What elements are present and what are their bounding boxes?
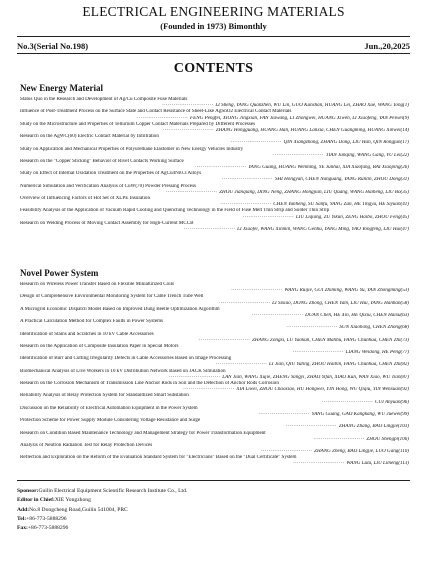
toc-entry-title: Research on the AgWC(60) Electric Contact Material by Infiltration xyxy=(20,134,159,140)
header-rule-bottom xyxy=(17,53,410,54)
toc-entry-title: Study on the Microstructure and Properties of Tellurium Copper Contact Materials Prepared by Different Processes xyxy=(20,121,256,127)
leader-dots: ··························· xyxy=(286,325,338,331)
toc-entry-authors-line xyxy=(20,461,409,467)
toc-entry-title: Research on the "Copper Sticking" Behavior of Rivet Contacts Working Surface xyxy=(20,158,184,164)
leader-dots: ··························· xyxy=(162,127,214,133)
toc-entry xyxy=(20,159,409,171)
toc-entry xyxy=(20,208,409,220)
leader-dots: ··························· xyxy=(285,424,337,430)
toc-entry-title: Status Quo in the Research and Development of Ag/Cu Composite Fuse Materials xyxy=(20,97,188,102)
toc-entry-title: Study on Effect of Internal Oxidation Treatment on the Properties of AgCu4Ni0.3 Alloys xyxy=(20,171,202,177)
tel-line: Tel:+86-773-5888296 xyxy=(17,515,67,522)
toc-entry xyxy=(20,294,409,306)
toc-entry-authors: ZHANG Zhang, BAO Lingjie(103) xyxy=(338,424,409,430)
toc-entry xyxy=(20,455,409,467)
toc-entry xyxy=(20,356,409,368)
toc-entry-authors: CUI Anyuan(96) xyxy=(375,399,409,405)
toc-entry-title: Biomechanical Analysis of Live Workers in 10 kV Distribution Network Based on JACK Simulation xyxy=(20,368,226,374)
toc-entry-authors: LI Sheng, YANG Quanzhen, WU Lin, GUO Kunshan, HUANG Lei, ZHAO Xue, WANG Tong(1) xyxy=(215,103,409,109)
toc-entry-authors: LIANG Weidong, HE Peng(77) xyxy=(345,350,409,356)
toc-entry xyxy=(20,221,409,233)
toc-entry xyxy=(20,134,409,146)
toc-entry xyxy=(20,332,409,344)
toc-entry xyxy=(20,122,409,134)
leader-dots: ··························· xyxy=(198,337,251,343)
toc-entry-authors: SHI Hongyan, CHEN Nanguang, YANG Runlin, ZHOU Dong(31) xyxy=(274,177,409,183)
section-heading-new-energy: New Energy Material xyxy=(20,83,103,93)
leader-dots: ··························· xyxy=(220,202,272,208)
toc-entry xyxy=(20,418,409,430)
toc-entry xyxy=(20,307,409,319)
toc-entry-authors: LI Sixiao, DONG Zhong, CHEN Yam, LIU Hui, YANG Hanhan(58) xyxy=(272,300,409,306)
toc-entry-title: Study on Application and Mechanical Properties of Polyurethane Elastomer in New Energy Vehicles Industry xyxy=(20,146,244,152)
toc-entry-title: Influence of Post-Treatment Process on the Surface State and Contact Resistance of Sheet-Like AgSnO2 Electrical Contact Materials xyxy=(20,109,292,115)
issue-date: Jun.,20,2025 xyxy=(364,41,410,51)
toc-entry xyxy=(20,369,409,381)
sponsor-line: Sponsor:Guilin Electrical Equipment Scientific Research Institute Co., Ltd. xyxy=(17,488,188,494)
address-line: Add:No.8 Dongcheng Road,Guilin 541004, PRC xyxy=(17,506,128,513)
leader-dots: ··························· xyxy=(231,288,283,294)
issue-number: No.3(Serial No.198) xyxy=(17,41,89,51)
leader-dots: ··························· xyxy=(292,350,344,356)
toc-entry-authors: ZHANG Hongguang, HUANG Han, HUANG Lanxia, CHEN Guangming, HUANG Xinwei(14) xyxy=(215,127,409,133)
toc-entry-title: Design of Comprehensive Environmental Monitoring System for Cable Trench Tube Well xyxy=(20,294,204,300)
toc-entry-title: Research on the Corrosion Mechanism of Transmission Line Anchor Rods in Soil and the Detection of Anchor Rods Corrosion xyxy=(20,381,279,386)
footer-rule xyxy=(17,480,410,481)
toc-entry-title: Research on Wireless Power Transfer Based on Flexible Miniaturized Coils xyxy=(20,282,175,287)
toc-entry-authors: ZHOU Jianqiang, DING Neng, ZHANG Hongjian, LIU Quang, WANG Haiheng, LIU Bo(35) xyxy=(219,189,409,195)
toc-entry-title: Protection Scheme for Power Supply Module Considering Voltage Resistance and Surge xyxy=(20,418,201,424)
toc-list-new-energy xyxy=(20,97,409,233)
toc-entry-authors: ZHANG Zheng, BAO Lingjie, LUO Gang(110) xyxy=(314,449,409,455)
toc-entry xyxy=(20,109,409,121)
toc-entry-authors-line xyxy=(20,227,409,233)
toc-entry xyxy=(20,406,409,418)
toc-entry xyxy=(20,171,409,183)
leader-dots: ··························· xyxy=(272,152,324,158)
toc-entry-authors: CHEN Yunheng, SU Sanfu, YANG Zan, HE Tingyu, HE Siyuan(41) xyxy=(273,202,409,208)
leader-dots: ··························· xyxy=(321,399,373,405)
toc-entry-title: Research on the Application of Composite Insulation Paper in Special Motors xyxy=(20,343,179,349)
toc-entry-title: Analysis of Neutron Radiation Test for Relay Protection Devices xyxy=(20,442,153,448)
toc-entry xyxy=(20,431,409,443)
toc-entry xyxy=(20,147,409,159)
toc-entry-authors: ZHOU Shengpi(106) xyxy=(366,436,409,442)
toc-entry-title: A Microgrid Economic Dispatch Model Based on Improved Dung Beetle Optimization Algorithm xyxy=(20,306,220,312)
leader-dots: ··························· xyxy=(215,362,268,368)
header-rule-top xyxy=(17,36,410,37)
leader-dots: ··························· xyxy=(162,103,214,109)
toc-entry-authors: WANG Lulu, LIU Limeng(113) xyxy=(346,461,409,467)
toc-entry-authors: QIN Xiangzhong, ZHANG Dong, LIU Han, QIN Rongjun(17) xyxy=(283,140,409,146)
toc-entry-authors: SUN Xiaohong, CHEN Zhong(68) xyxy=(339,325,409,331)
toc-entry-title: Identification of Burr and Cutting Irregularity Defects in Cable Accessories Based on Image Processing xyxy=(20,356,232,362)
toc-entry-title: Research on Welding Process of Moving Contact Assembly for High-Current MCCB xyxy=(20,220,194,226)
toc-entry-authors: LIU Liqiang, ZU Yikun, ZENG Haibo, ZHOU Feng(45) xyxy=(295,214,409,220)
leader-dots: ··························· xyxy=(218,300,271,306)
toc-entry-title: Overview of Influencing Factors of Hot Set of XLPE Insulation xyxy=(20,196,151,201)
toc-entry-authors: YANG Guang, GAO Kangkang, WU Juewei(99) xyxy=(311,411,409,417)
toc-entry-authors: ZHANG Zongxi, LU Yaokun, CHEN Manhu, FANG Chunhua, CHEN Zhi(73) xyxy=(252,337,409,343)
toc-entry-authors: LI Jian, QIU Yuting, ZHOU Haibin, FANG Chunhua, CHEN Zhi(82) xyxy=(269,362,409,368)
toc-list-novel-power xyxy=(20,282,409,468)
toc-entry xyxy=(20,344,409,356)
toc-entry-authors: XIA Liwei, ZHOU Chaoxiao, HU Hongwei, YIN Hong, WU Qiqiu, YIN Wenxuan(92) xyxy=(236,387,409,393)
toc-entry-authors: TIAN Junqing, WANG Gang, YU Lei(22) xyxy=(325,152,409,158)
toc-entry xyxy=(20,97,409,109)
toc-entry xyxy=(20,393,409,405)
toc-entry-title: Research on Condition Based Maintenance Technology and Management Strategy for Power Transformation Equipment xyxy=(20,430,266,436)
leader-dots: ··························· xyxy=(183,387,235,393)
toc-entry xyxy=(20,196,409,208)
toc-entry-title: Numerical Simulation and Verification Analysis of CuW(70) Powder Pressing Process xyxy=(20,183,197,189)
contents-heading: CONTENTS xyxy=(173,61,254,76)
leader-dots: ··························· xyxy=(195,165,247,171)
toc-entry xyxy=(20,282,409,294)
toc-entry-authors: LI Xiaofei, WANG Xinmin, WANG Genhu, YANG Ming, YAO Yongfeng, LIU Hui(47) xyxy=(237,226,409,232)
toc-entry-title: Reflection and Exploration on the Reform of the Evaluation Standard System for "Electricians" Based on the "Dual Certificate" System xyxy=(20,455,297,461)
leader-dots: ··························· xyxy=(258,411,310,417)
toc-entry xyxy=(20,319,409,331)
journal-subtitle: (Founded in 1973) Bimonthly xyxy=(160,21,267,31)
toc-entry-title: Feasibility Analysis of the Application of Vacuum Rapid Cooling and Quenching Technology in the Field of Fuse Melt Thin Strip and Solder Thin Strip xyxy=(20,208,330,214)
toc-entry-authors: YANG Guang, HUANG Wenming, YE Junhai, XIA Xiaofang, BAI Xiaoping(26) xyxy=(248,165,409,171)
leader-dots: ··························· xyxy=(221,177,273,183)
editor-line: Editor in Chief:XIE Yongzhong xyxy=(17,497,91,504)
leader-dots: ··························· xyxy=(313,436,365,442)
leader-dots: ··························· xyxy=(136,115,189,121)
toc-entry xyxy=(20,381,409,393)
section-heading-novel-power: Novel Power System xyxy=(20,268,99,278)
toc-entry xyxy=(20,184,409,196)
fax-line: Fax:+86-773-5888296 xyxy=(17,525,69,532)
leader-dots: ··························· xyxy=(242,214,294,220)
leader-dots: ··························· xyxy=(230,140,282,146)
leader-dots: ··························· xyxy=(169,374,221,380)
toc-entry-authors: FENG Pengfei, XIONG Jingxian, FAN Jiawang, LI Zhongwei, HUANG Xiwen, LI Xiaofeng, YAN Peiwei(9) xyxy=(190,115,409,121)
toc-entry-authors: WANG Ruijie, GUI Zhiming, WANG Yu, YAN Zhongming(53) xyxy=(284,288,409,294)
leader-dots: ··························· xyxy=(165,189,218,195)
journal-title: ELECTRICAL ENGINEERING MATERIALS xyxy=(82,4,345,19)
toc-entry-title: Reliability Analysis of Relay Protection System for Standardized Smart Substation xyxy=(20,393,189,399)
leader-dots: ··························· xyxy=(293,461,345,467)
toc-entry-title: Identification of Stains and Scratches in 10 kV Cable Accessories xyxy=(20,331,154,337)
toc-entry-title: A Practical Calculation Method for Complex Faults in Power Systems xyxy=(20,319,164,325)
leader-dots: ··························· xyxy=(260,449,313,455)
toc-entry-title: Discussion on the Reliability of Electrical Automation Equipment in the Power System xyxy=(20,405,198,411)
toc-entry-authors: LAN Jian, WANG Xujie, ZHENG Yangyi, ZHAO Yifan, XIAO Kun, WAN Xiao, WU Tian(87) xyxy=(222,374,409,380)
leader-dots: ··························· xyxy=(251,312,304,318)
toc-entry xyxy=(20,443,409,455)
leader-dots: ··························· xyxy=(183,226,236,232)
toc-entry-authors: DUAN Chen, HE Xin, HE Qixiu, CHEN Haixu(63) xyxy=(305,312,409,318)
publisher-info xyxy=(17,487,187,533)
